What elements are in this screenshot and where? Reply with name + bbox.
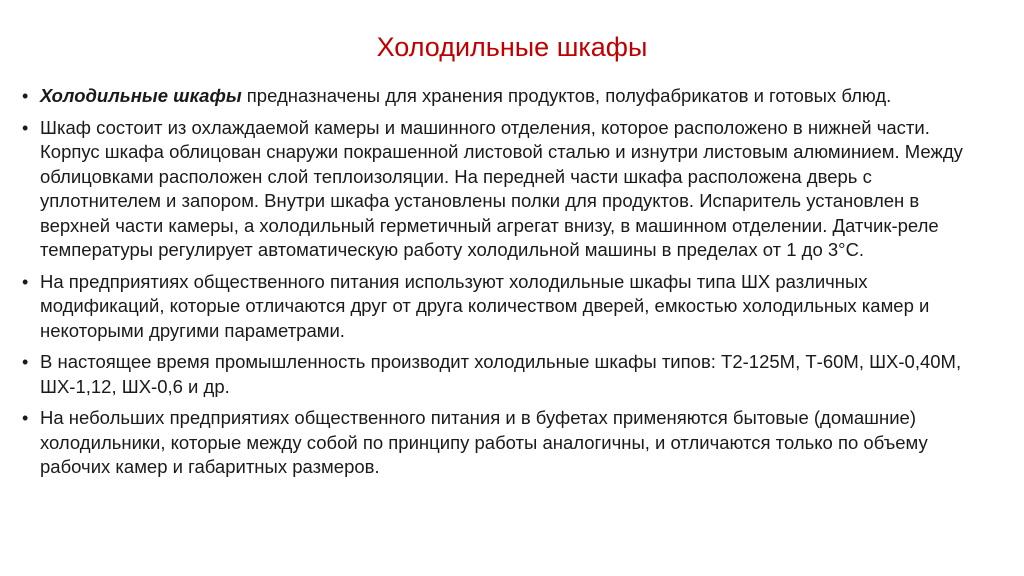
bullet-item-3 bbox=[22, 270, 982, 344]
bullet-mark: • bbox=[22, 352, 29, 372]
bullet-list bbox=[22, 84, 982, 487]
bullet-item-5 bbox=[22, 406, 982, 480]
bullet-mark: • bbox=[22, 117, 29, 138]
bullet-mark: • bbox=[22, 86, 29, 106]
bullet-term: Холодильные шкафы bbox=[40, 85, 242, 106]
bullet-item-1 bbox=[22, 84, 982, 109]
bullet-text: На небольших предприятиях общественного питания и в буфетах применяются бытовые (домашние) холодильники, которые между собой по принципу работы аналогичны, и отличаются только по объему рабочих камер и габаритных размеров. bbox=[40, 407, 928, 477]
bullet-item-4 bbox=[22, 350, 982, 399]
bullet-text: предназначены для хранения продуктов, полуфабрикатов и готовых блюд. bbox=[241, 85, 892, 106]
bullet-item-2 bbox=[22, 116, 982, 263]
bullet-mark: • bbox=[22, 408, 29, 428]
bullet-text: Шкаф состоит из охлаждаемой камеры и машинного отделения, которое расположено в нижней части. Корпус шкафа облицован снаружи покрашенной листовой сталью и изнутри листовым алюминием. Между облицовками расположен слой теплоизоляции. На передней части шкафа расположена дверь с уплотнителем и запором. Внутри шкафа установлены полки для продуктов. Испаритель установлен в верхней части камеры, а холодильный герметичный агрегат внизу, в машинном отделении. Датчик-реле температуры регулирует автоматическую работу холодильной машины в пределах от 1 до 3°С. bbox=[40, 116, 963, 260]
slide-title: Холодильные шкафы bbox=[376, 32, 648, 62]
bullet-text: В настоящее время промышленность производит холодильные шкафы типов: Т2-125М, Т-60М, ШХ-0,40М, ШХ-1,12, ШХ-0,6 и др. bbox=[40, 351, 962, 397]
bullet-text: На предприятиях общественного питания используют холодильные шкафы типа ШХ различных модификаций, которые отличаются друг от друга количеством дверей, емкостью холодильных камер и некоторыми другими параметрами. bbox=[40, 270, 930, 341]
bullet-mark: • bbox=[22, 271, 29, 292]
